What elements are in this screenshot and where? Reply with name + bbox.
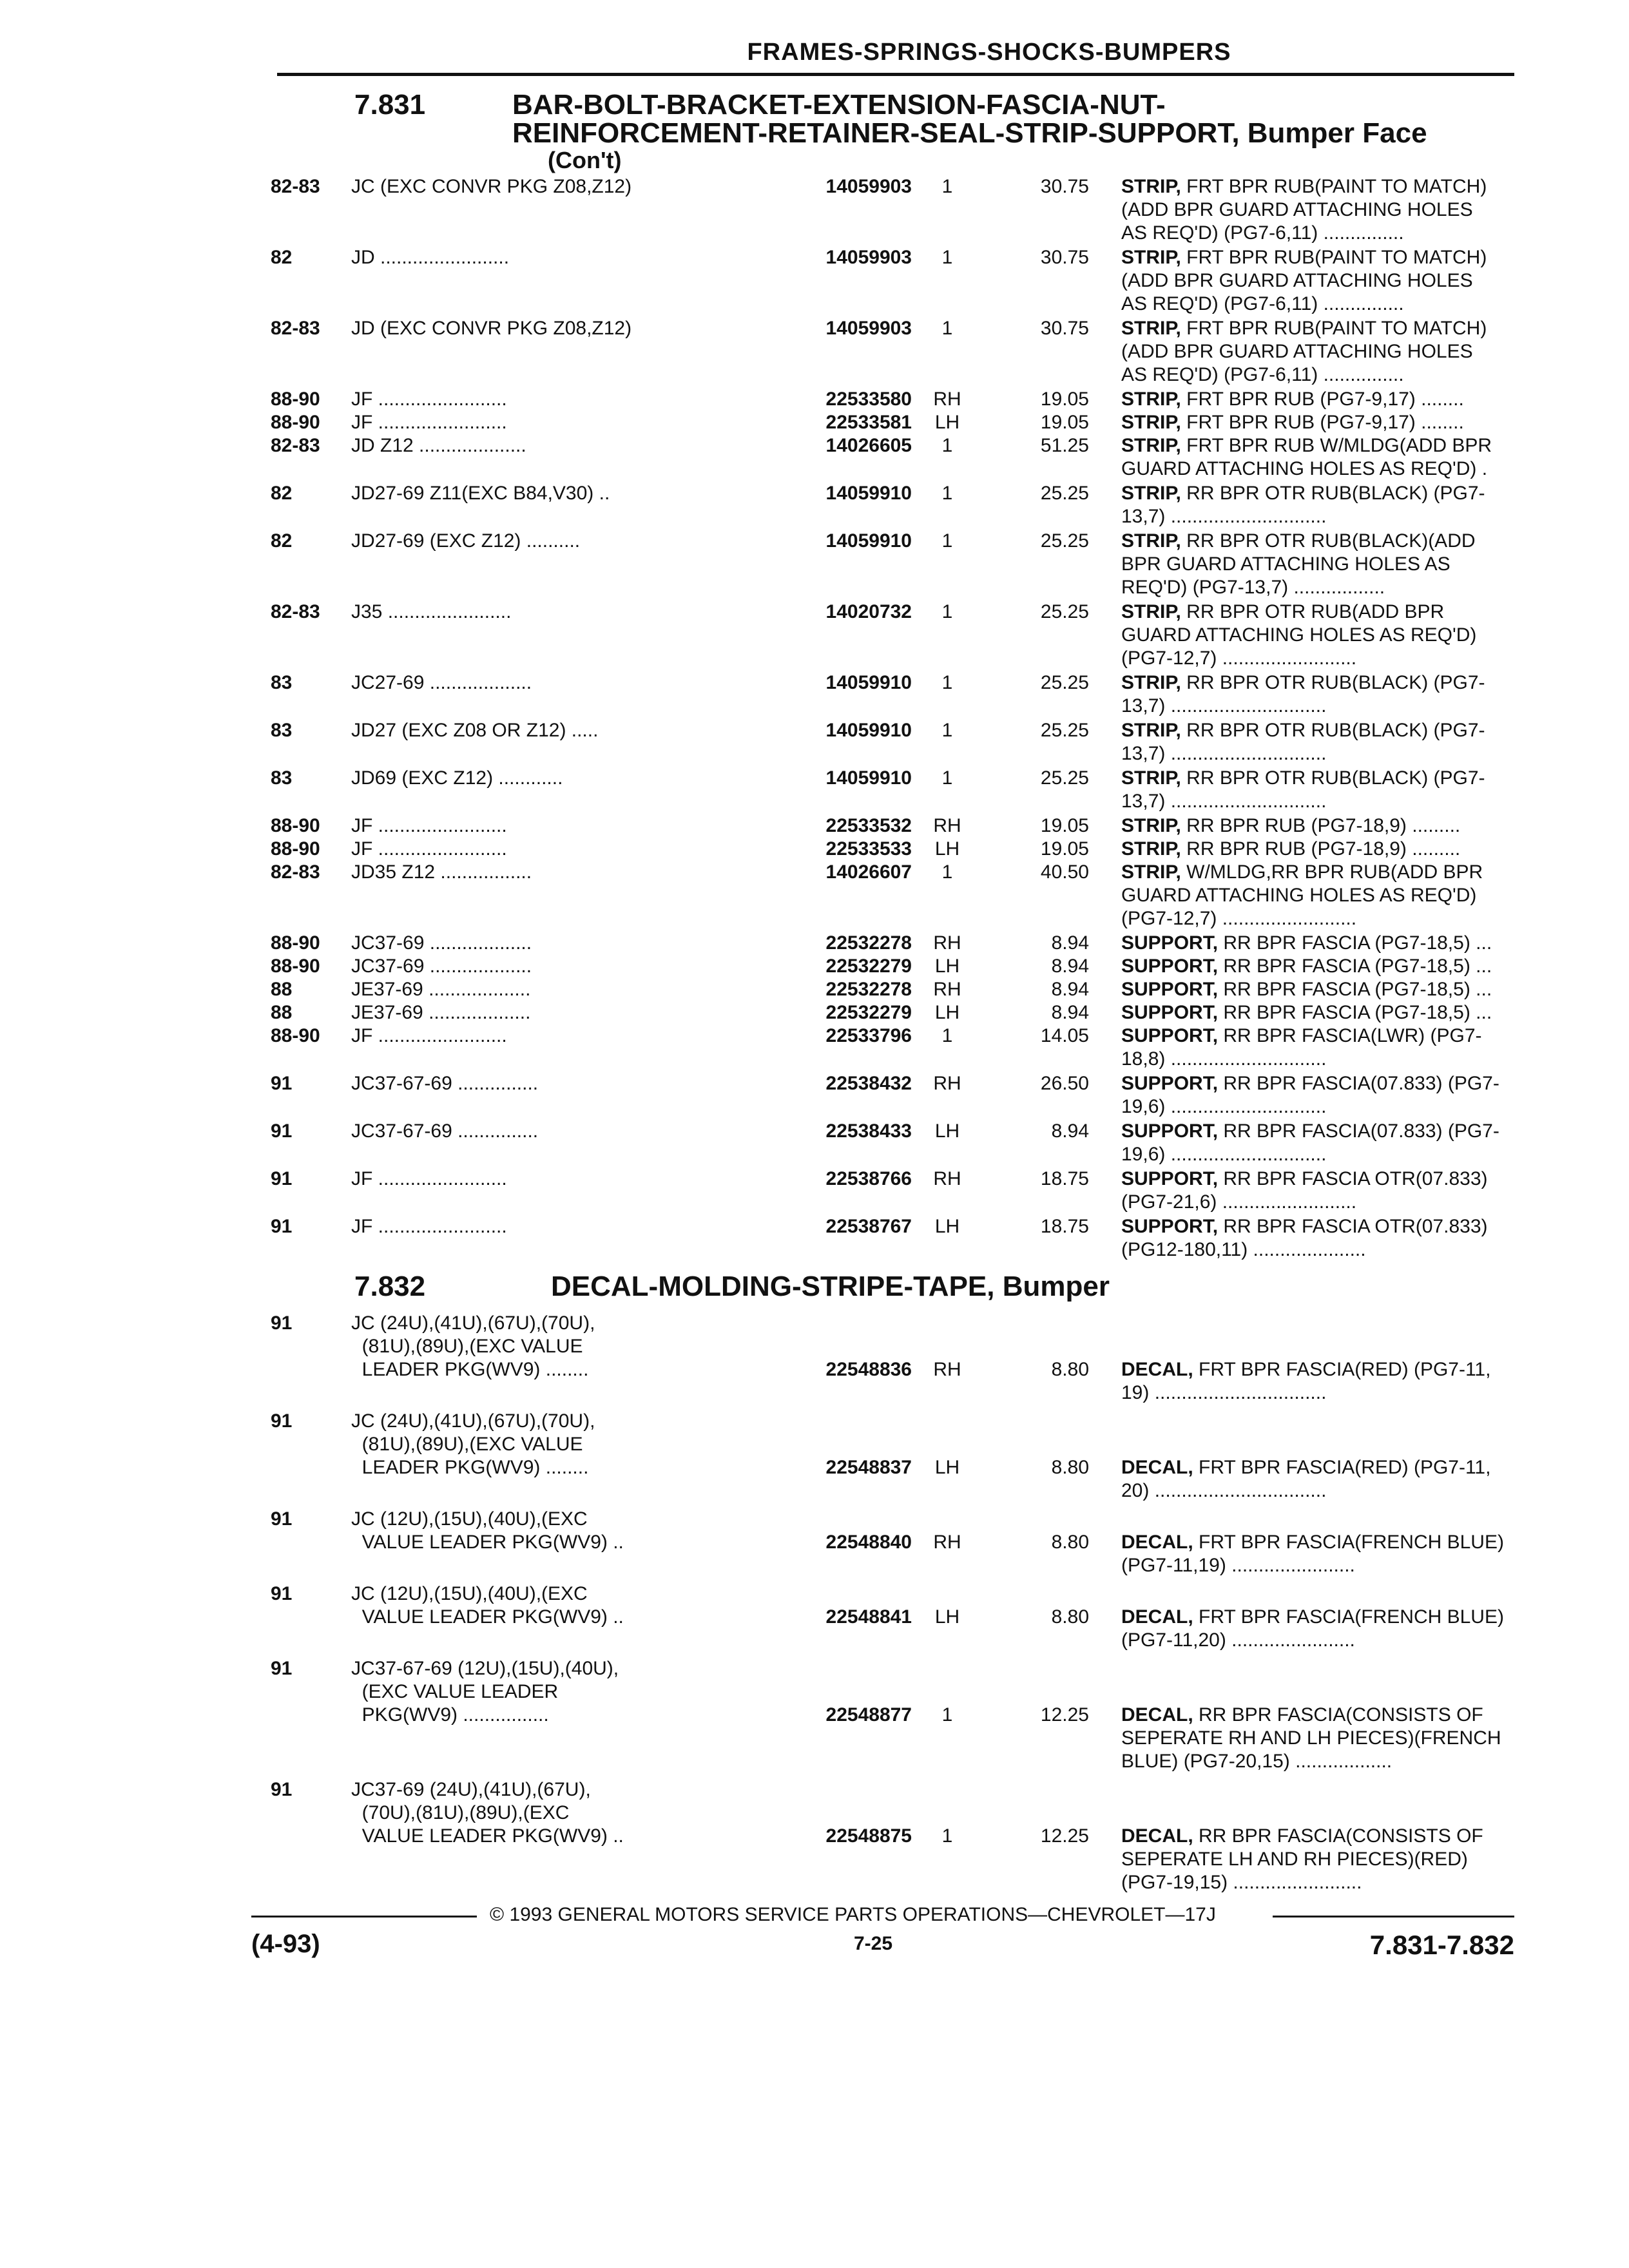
section-title-line2: REINFORCEMENT-RETAINER-SEAL-STRIP-SUPPORT, Bumper Face: [512, 117, 1427, 149]
model-line: (EXC VALUE LEADER: [351, 1681, 559, 1702]
description-line: STRIP, RR BPR RUB (PG7-18,9) .........: [1121, 838, 1461, 860]
description-cell: [1121, 767, 1534, 813]
model-line: JE37-69 ...................: [351, 979, 531, 1000]
part-number-cell: 22533580: [825, 389, 912, 410]
part-number-cell: 14059903: [825, 176, 912, 197]
description-line: (PG7-12,7) .........................: [1121, 908, 1357, 929]
quantity-cell: 1: [941, 247, 953, 268]
year-cell: 82: [271, 530, 293, 552]
part-number-cell: 14059910: [825, 672, 912, 693]
model-line: PKG(WV9) ................: [351, 1704, 549, 1725]
description-line: BPR GUARD ATTACHING HOLES AS: [1121, 553, 1451, 575]
description-cell: [1121, 719, 1534, 765]
year-cell: 91: [271, 1168, 293, 1189]
year-cell: 83: [271, 672, 293, 693]
description-line: STRIP, W/MLDG,RR BPR RUB(ADD BPR: [1121, 861, 1483, 883]
year-cell: 91: [271, 1216, 293, 1237]
description-line: STRIP, FRT BPR RUB W/MLDG(ADD BPR: [1121, 435, 1492, 456]
model-line: JC27-69 ...................: [351, 672, 532, 693]
page-number: 7-25: [854, 1933, 893, 1954]
price-cell: 25.25: [1040, 483, 1089, 504]
quantity-cell: 1: [941, 1825, 953, 1847]
description-line: STRIP, FRT BPR RUB (PG7-9,17) ........: [1121, 412, 1464, 433]
description-line: 13,7) .............................: [1121, 791, 1327, 812]
price-cell: 19.05: [1040, 389, 1089, 410]
year-cell: 82-83: [271, 601, 320, 622]
year-cell: 83: [271, 767, 293, 789]
part-number-cell: 14026605: [825, 435, 912, 456]
model-line: JC37-69 ...................: [351, 932, 532, 954]
description-line: (PG7-11,20) .......................: [1121, 1629, 1355, 1651]
description-line: SUPPORT, RR BPR FASCIA(LWR) (PG7-: [1121, 1025, 1482, 1046]
description-line: SUPPORT, RR BPR FASCIA OTR(07.833): [1121, 1168, 1488, 1189]
model-line: JF ........................: [351, 815, 507, 836]
model-line: VALUE LEADER PKG(WV9) ..: [351, 1825, 624, 1847]
price-cell: 19.05: [1040, 412, 1089, 433]
description-cell: [1121, 671, 1534, 718]
description-cell: [1121, 1358, 1534, 1405]
description-line: STRIP, RR BPR OTR RUB(BLACK) (PG7-: [1121, 672, 1485, 693]
year-cell: 82-83: [271, 318, 320, 339]
description-line: 13,7) .............................: [1121, 506, 1327, 527]
price-cell: 12.25: [1040, 1704, 1089, 1725]
model-line: JD27 (EXC Z08 OR Z12) .....: [351, 720, 599, 741]
price-cell: 8.94: [1051, 979, 1089, 1000]
year-cell: 82-83: [271, 435, 320, 456]
description-cell: [1121, 175, 1534, 245]
description-cell: [1121, 1825, 1534, 1894]
price-cell: 8.80: [1051, 1606, 1089, 1628]
year-cell: 91: [271, 1779, 293, 1800]
year-cell: 82-83: [271, 861, 320, 883]
model-line: JE37-69 ...................: [351, 1002, 531, 1023]
part-number-cell: 22532278: [825, 979, 912, 1000]
page-title: FRAMES-SPRINGS-SHOCKS-BUMPERS: [747, 39, 1231, 66]
year-cell: 88-90: [271, 1025, 320, 1046]
price-cell: 18.75: [1040, 1168, 1089, 1189]
model-line: JF ........................: [351, 1216, 507, 1237]
quantity-cell: LH: [934, 1606, 960, 1628]
year-cell: 88: [271, 1002, 293, 1023]
model-line: JC (24U),(41U),(67U),(70U),: [351, 1410, 595, 1432]
quantity-cell: 1: [941, 530, 953, 552]
price-cell: 8.94: [1051, 932, 1089, 954]
header-rule: [277, 73, 1514, 76]
description-cell: [1121, 1072, 1534, 1119]
quantity-cell: LH: [934, 1002, 960, 1023]
section-range: 7.831-7.832: [1369, 1930, 1514, 1960]
quantity-cell: 1: [941, 318, 953, 339]
description-line: GUARD ATTACHING HOLES AS REQ'D): [1121, 624, 1477, 646]
model-line: JC37-69 ...................: [351, 956, 532, 977]
quantity-cell: LH: [934, 1457, 960, 1478]
description-cell: [1121, 838, 1534, 861]
quantity-cell: LH: [934, 1120, 960, 1142]
quantity-cell: 1: [941, 672, 953, 693]
price-cell: 8.80: [1051, 1359, 1089, 1380]
part-number-cell: 22538432: [825, 1073, 912, 1094]
description-cell: [1121, 388, 1534, 411]
description-line: AS REQ'D) (PG7-6,11) ...............: [1121, 222, 1404, 244]
section-7832-heading: [354, 1272, 1514, 1304]
model-line: (81U),(89U),(EXC VALUE: [351, 1434, 583, 1455]
quantity-cell: RH: [933, 1359, 961, 1380]
part-number-cell: 14059903: [825, 247, 912, 268]
price-cell: 18.75: [1040, 1216, 1089, 1237]
section-cont-label: (Con't): [548, 147, 622, 173]
model-line: VALUE LEADER PKG(WV9) ..: [351, 1606, 624, 1628]
part-number-cell: 22533581: [825, 412, 912, 433]
price-cell: 51.25: [1040, 435, 1089, 456]
model-line: JC (12U),(15U),(40U),(EXC: [351, 1508, 588, 1530]
description-line: DECAL, FRT BPR FASCIA(RED) (PG7-11,: [1121, 1457, 1491, 1478]
description-line: AS REQ'D) (PG7-6,11) ...............: [1121, 293, 1404, 314]
model-line: VALUE LEADER PKG(WV9) ..: [351, 1532, 624, 1553]
quantity-cell: 1: [941, 861, 953, 883]
model-line: JC (12U),(15U),(40U),(EXC: [351, 1583, 588, 1604]
model-line: JD35 Z12 .................: [351, 861, 532, 883]
model-line: JD (EXC CONVR PKG Z08,Z12): [351, 318, 632, 339]
part-number-cell: 22548841: [825, 1606, 912, 1628]
description-cell: [1121, 246, 1534, 316]
description-line: STRIP, FRT BPR RUB(PAINT TO MATCH): [1121, 176, 1487, 197]
part-number-cell: 22533796: [825, 1025, 912, 1046]
part-number-cell: 22548840: [825, 1532, 912, 1553]
model-line: (81U),(89U),(EXC VALUE: [351, 1336, 583, 1357]
description-line: 13,7) .............................: [1121, 743, 1327, 764]
description-line: (PG7-12,7) .........................: [1121, 648, 1357, 669]
part-number-cell: 22532279: [825, 1002, 912, 1023]
quantity-cell: RH: [933, 1073, 961, 1094]
part-number-cell: 14020732: [825, 601, 912, 622]
year-cell: 91: [271, 1583, 293, 1604]
description-line: GUARD ATTACHING HOLES AS REQ'D) .: [1121, 458, 1488, 479]
description-line: (PG7-19,15) ........................: [1121, 1872, 1362, 1893]
description-cell: [1121, 1024, 1534, 1071]
section-number: 7.832: [354, 1271, 426, 1302]
part-number-cell: 22538767: [825, 1216, 912, 1237]
part-number-cell: 14026607: [825, 861, 912, 883]
part-number-cell: 14059910: [825, 767, 912, 789]
year-cell: 91: [271, 1410, 293, 1432]
model-line: JC37-67-69 (12U),(15U),(40U),: [351, 1658, 619, 1679]
model-line: J35 .......................: [351, 601, 512, 622]
description-cell: [1121, 814, 1534, 838]
description-line: 18,8) .............................: [1121, 1048, 1327, 1070]
description-cell: [1121, 932, 1534, 955]
quantity-cell: RH: [933, 1532, 961, 1553]
description-line: DECAL, FRT BPR FASCIA(FRENCH BLUE): [1121, 1606, 1504, 1628]
quantity-cell: LH: [934, 1216, 960, 1237]
description-line: 13,7) .............................: [1121, 695, 1327, 716]
description-cell: [1121, 434, 1534, 481]
model-line: (70U),(81U),(89U),(EXC: [351, 1802, 570, 1823]
description-cell: [1121, 482, 1534, 528]
description-cell: [1121, 601, 1534, 670]
description-line: SUPPORT, RR BPR FASCIA(07.833) (PG7-: [1121, 1120, 1499, 1142]
model-line: JF ........................: [351, 389, 507, 410]
description-line: 19,6) .............................: [1121, 1144, 1327, 1165]
price-cell: 30.75: [1040, 176, 1089, 197]
price-cell: 26.50: [1040, 1073, 1089, 1094]
price-cell: 8.94: [1051, 956, 1089, 977]
footer-rule-right: [1273, 1916, 1514, 1917]
quantity-cell: 1: [941, 483, 953, 504]
price-cell: 19.05: [1040, 815, 1089, 836]
model-line: JC (EXC CONVR PKG Z08,Z12): [351, 176, 632, 197]
description-line: (PG7-11,19) .......................: [1121, 1555, 1355, 1576]
model-line: JD27-69 Z11(EXC B84,V30) ..: [351, 483, 610, 504]
description-line: REQ'D) (PG7-13,7) .................: [1121, 577, 1385, 598]
description-line: SUPPORT, RR BPR FASCIA (PG7-18,5) ...: [1121, 979, 1492, 1000]
year-cell: 82-83: [271, 176, 320, 197]
part-number-cell: 22533532: [825, 815, 912, 836]
description-cell: [1121, 1215, 1534, 1262]
price-cell: 25.25: [1040, 767, 1089, 789]
quantity-cell: 1: [941, 720, 953, 741]
model-line: JD27-69 (EXC Z12) ..........: [351, 530, 581, 552]
description-line: SUPPORT, RR BPR FASCIA OTR(07.833): [1121, 1216, 1488, 1237]
part-number-cell: 14059903: [825, 318, 912, 339]
description-line: SUPPORT, RR BPR FASCIA (PG7-18,5) ...: [1121, 1002, 1492, 1023]
description-cell: [1121, 1001, 1534, 1024]
quantity-cell: 1: [941, 1704, 953, 1725]
model-line: JD ........................: [351, 247, 510, 268]
price-cell: 30.75: [1040, 247, 1089, 268]
page-header: [277, 39, 1514, 76]
description-cell: [1121, 1606, 1534, 1652]
description-cell: [1121, 530, 1534, 599]
price-cell: 8.94: [1051, 1120, 1089, 1142]
price-cell: 8.80: [1051, 1457, 1089, 1478]
price-cell: 25.25: [1040, 601, 1089, 622]
description-line: STRIP, FRT BPR RUB (PG7-9,17) ........: [1121, 389, 1464, 410]
description-line: STRIP, RR BPR OTR RUB(ADD BPR: [1121, 601, 1445, 622]
year-cell: 91: [271, 1073, 293, 1094]
description-line: 19) ................................: [1121, 1382, 1327, 1403]
section-number: 7.831: [354, 89, 426, 120]
section-7831-heading: [354, 89, 1514, 173]
year-cell: 91: [271, 1658, 293, 1679]
year-cell: 91: [271, 1120, 293, 1142]
description-line: (PG12-180,11) .....................: [1121, 1239, 1366, 1260]
description-cell: [1121, 1120, 1534, 1166]
model-line: JF ........................: [351, 412, 507, 433]
quantity-cell: RH: [933, 389, 961, 410]
year-cell: 88-90: [271, 412, 320, 433]
part-number-cell: 22538766: [825, 1168, 912, 1189]
section-title: DECAL-MOLDING-STRIPE-TAPE, Bumper: [551, 1271, 1110, 1302]
model-line: JF ........................: [351, 1168, 507, 1189]
description-line: DECAL, RR BPR FASCIA(CONSISTS OF: [1121, 1704, 1483, 1725]
description-cell: [1121, 411, 1534, 434]
price-cell: 30.75: [1040, 318, 1089, 339]
model-line: JF ........................: [351, 1025, 507, 1046]
description-line: AS REQ'D) (PG7-6,11) ...............: [1121, 364, 1404, 385]
quantity-cell: LH: [934, 956, 960, 977]
part-number-cell: 22532279: [825, 956, 912, 977]
description-line: STRIP, FRT BPR RUB(PAINT TO MATCH): [1121, 247, 1487, 268]
quantity-cell: 1: [941, 601, 953, 622]
part-number-cell: 22548877: [825, 1704, 912, 1725]
description-line: 20) ................................: [1121, 1480, 1327, 1501]
part-number-cell: 22548836: [825, 1359, 912, 1380]
copyright-notice: © 1993 GENERAL MOTORS SERVICE PARTS OPERATIONS—CHEVROLET—17J: [490, 1904, 1216, 1925]
footer-rule-left: [251, 1916, 477, 1917]
model-line: JC37-69 (24U),(41U),(67U),: [351, 1779, 591, 1800]
year-cell: 88-90: [271, 932, 320, 954]
description-line: GUARD ATTACHING HOLES AS REQ'D): [1121, 885, 1477, 906]
description-line: SEPERATE LH AND RH PIECES)(RED): [1121, 1849, 1468, 1870]
description-line: SUPPORT, RR BPR FASCIA (PG7-18,5) ...: [1121, 932, 1492, 954]
description-line: SEPERATE RH AND LH PIECES)(FRENCH: [1121, 1727, 1501, 1749]
part-number-cell: 22532278: [825, 932, 912, 954]
description-line: (ADD BPR GUARD ATTACHING HOLES: [1121, 199, 1473, 220]
year-cell: 82: [271, 483, 293, 504]
price-cell: 14.05: [1040, 1025, 1089, 1046]
description-cell: [1121, 955, 1534, 978]
year-cell: 88: [271, 979, 293, 1000]
quantity-cell: RH: [933, 979, 961, 1000]
price-cell: 25.25: [1040, 672, 1089, 693]
part-number-cell: 22548875: [825, 1825, 912, 1847]
year-cell: 88-90: [271, 389, 320, 410]
description-line: (PG7-21,6) .........................: [1121, 1191, 1357, 1213]
description-line: DECAL, RR BPR FASCIA(CONSISTS OF: [1121, 1825, 1483, 1847]
part-number-cell: 22538433: [825, 1120, 912, 1142]
description-cell: [1121, 317, 1534, 387]
year-cell: 83: [271, 720, 293, 741]
quantity-cell: RH: [933, 932, 961, 954]
model-line: JC37-67-69 ...............: [351, 1073, 539, 1094]
description-line: STRIP, RR BPR OTR RUB(BLACK) (PG7-: [1121, 720, 1485, 741]
description-line: STRIP, RR BPR RUB (PG7-18,9) .........: [1121, 815, 1461, 836]
part-number-cell: 22533533: [825, 838, 912, 860]
description-cell: [1121, 1704, 1534, 1773]
price-cell: 19.05: [1040, 838, 1089, 860]
year-cell: 91: [271, 1508, 293, 1530]
description-line: STRIP, RR BPR OTR RUB(BLACK)(ADD: [1121, 530, 1476, 552]
description-line: BLUE) (PG7-20,15) ..................: [1121, 1751, 1393, 1772]
description-line: (ADD BPR GUARD ATTACHING HOLES: [1121, 270, 1473, 291]
quantity-cell: 1: [941, 176, 953, 197]
model-line: JC37-67-69 ...............: [351, 1120, 539, 1142]
year-cell: 88-90: [271, 838, 320, 860]
price-cell: 25.25: [1040, 530, 1089, 552]
quantity-cell: LH: [934, 412, 960, 433]
description-cell: [1121, 861, 1534, 930]
description-cell: [1121, 1168, 1534, 1214]
year-cell: 88-90: [271, 815, 320, 836]
section-title-line1: BAR-BOLT-BRACKET-EXTENSION-FASCIA-NUT-: [512, 89, 1166, 120]
description-cell: [1121, 1531, 1534, 1577]
part-number-cell: 22548837: [825, 1457, 912, 1478]
quantity-cell: LH: [934, 838, 960, 860]
quantity-cell: 1: [941, 767, 953, 789]
price-cell: 25.25: [1040, 720, 1089, 741]
part-number-cell: 14059910: [825, 483, 912, 504]
quantity-cell: 1: [941, 1025, 953, 1046]
price-cell: 8.80: [1051, 1532, 1089, 1553]
year-cell: 91: [271, 1312, 293, 1334]
description-line: SUPPORT, RR BPR FASCIA (PG7-18,5) ...: [1121, 956, 1492, 977]
model-line: JF ........................: [351, 838, 507, 860]
description-line: 19,6) .............................: [1121, 1096, 1327, 1117]
price-cell: 12.25: [1040, 1825, 1089, 1847]
part-number-cell: 14059910: [825, 720, 912, 741]
model-line: JD69 (EXC Z12) ............: [351, 767, 563, 789]
part-number-cell: 14059910: [825, 530, 912, 552]
description-cell: [1121, 978, 1534, 1001]
quantity-cell: 1: [941, 435, 953, 456]
quantity-cell: RH: [933, 1168, 961, 1189]
price-cell: 8.94: [1051, 1002, 1089, 1023]
description-line: SUPPORT, RR BPR FASCIA(07.833) (PG7-: [1121, 1073, 1499, 1094]
model-line: JD Z12 ....................: [351, 435, 526, 456]
description-line: DECAL, FRT BPR FASCIA(FRENCH BLUE): [1121, 1532, 1504, 1553]
year-cell: 88-90: [271, 956, 320, 977]
description-line: STRIP, RR BPR OTR RUB(BLACK) (PG7-: [1121, 767, 1485, 789]
description-line: STRIP, RR BPR OTR RUB(BLACK) (PG7-: [1121, 483, 1485, 504]
revision-date: (4-93): [251, 1930, 320, 1958]
description-line: DECAL, FRT BPR FASCIA(RED) (PG7-11,: [1121, 1359, 1491, 1380]
description-line: STRIP, FRT BPR RUB(PAINT TO MATCH): [1121, 318, 1487, 339]
model-line: JC (24U),(41U),(67U),(70U),: [351, 1312, 595, 1334]
description-cell: [1121, 1456, 1534, 1503]
description-line: (ADD BPR GUARD ATTACHING HOLES: [1121, 341, 1473, 362]
year-cell: 82: [271, 247, 293, 268]
model-line: LEADER PKG(WV9) ........: [351, 1457, 589, 1478]
quantity-cell: RH: [933, 815, 961, 836]
price-cell: 40.50: [1040, 861, 1089, 883]
model-line: LEADER PKG(WV9) ........: [351, 1359, 589, 1380]
